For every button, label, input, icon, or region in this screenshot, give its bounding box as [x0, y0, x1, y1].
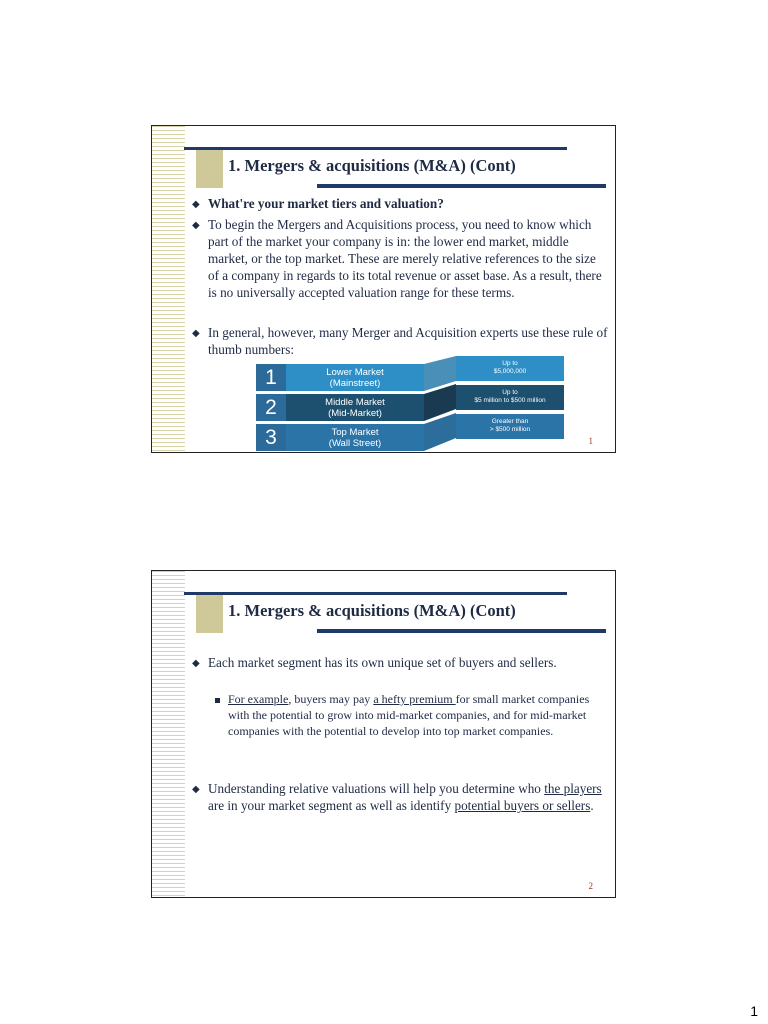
tier-value: [456, 356, 564, 381]
sub-bullet-square-icon: [215, 698, 220, 703]
tier-value-line2: > $500 million: [489, 426, 531, 433]
tier-value-line2: $5,000,000: [493, 368, 527, 375]
tier-name: Top Market: [331, 427, 379, 438]
text-span: Understanding relative valuations will help you determine who: [208, 781, 545, 796]
title-rule-top: [184, 592, 567, 595]
bullet-text: Each market segment has its own unique set of buyers and sellers.: [208, 655, 557, 670]
link-the-players[interactable]: the players: [544, 781, 602, 796]
text-span: .: [590, 798, 594, 813]
tier-subname: (Mid-Market): [328, 408, 382, 419]
tier-subname: (Wall Street): [328, 438, 382, 449]
title-accent-box: [196, 150, 223, 188]
text-span: for small market companies with the potential to grow into mid-market companies, and for mid-market companies with the potential to develop into top market companies.: [228, 692, 590, 738]
tier-number: 3: [256, 424, 286, 451]
link-for-example[interactable]: For example: [228, 692, 289, 706]
tier-name: Lower Market: [326, 367, 384, 378]
link-hefty-premium[interactable]: a hefty premium: [373, 692, 456, 706]
bullet-diamond-icon: ◆: [192, 199, 200, 210]
slide-1: [151, 125, 616, 453]
bullet-diamond-icon: ◆: [192, 220, 200, 231]
title-rule-bottom: [317, 629, 606, 633]
slide-number: 1: [588, 436, 593, 446]
tier-value-line1: Up to: [502, 360, 518, 367]
link-potential-buyers[interactable]: potential buyers or sellers: [454, 798, 591, 813]
slide-title: 1. Mergers & acquisitions (M&A) (Cont): [228, 156, 516, 175]
tier-value-line1: Up to: [502, 389, 518, 396]
slide-2: [151, 570, 616, 898]
tier-number: 2: [256, 394, 286, 421]
bullet-text: What're your market tiers and valuation?: [208, 196, 444, 211]
page-number: 1: [750, 1003, 758, 1019]
bullet-diamond-icon: ◆: [192, 658, 200, 669]
tier-value: [456, 385, 564, 410]
decorative-stripes: [152, 126, 185, 452]
bullet-text: To begin the Mergers and Acquisitions process, you need to know which part of the market your company is in: the lower end market, middle market, or the top market. These are merely relative references to the size of a company in regards to its total revenue or asset base. As a result, there is no universally accepted valuation range for these terms.: [208, 217, 602, 300]
tier-subname: (Mainstreet): [329, 378, 381, 389]
sub-bullet-text: [228, 691, 608, 739]
tier-label: [286, 424, 424, 451]
title-rule-bottom: [317, 184, 606, 188]
tier-label: [286, 394, 424, 421]
bullet-text: [208, 780, 608, 814]
tier-value-line2: $5 million to $500 million: [474, 397, 546, 404]
slide-title: 1. Mergers & acquisitions (M&A) (Cont): [228, 601, 516, 620]
tier-number: 1: [256, 364, 286, 391]
bullet-text: In general, however, many Merger and Acquisition experts use these rule of thumb numbers:: [208, 325, 608, 357]
tier-value-line1: Greater than: [491, 418, 529, 425]
bullet-diamond-icon: ◆: [192, 784, 200, 795]
tier-value: [456, 414, 564, 439]
decorative-stripes: [152, 571, 185, 897]
slide-number: 2: [588, 881, 593, 891]
text-span: are in your market segment as well as identify: [208, 798, 455, 813]
text-span: , buyers may pay: [288, 692, 374, 706]
tier-name: Middle Market: [325, 397, 385, 408]
bullet-diamond-icon: ◆: [192, 328, 200, 339]
market-tiers-graphic: [256, 356, 564, 453]
title-rule-top: [184, 147, 567, 150]
tier-label: [286, 364, 424, 391]
title-accent-box: [196, 595, 223, 633]
